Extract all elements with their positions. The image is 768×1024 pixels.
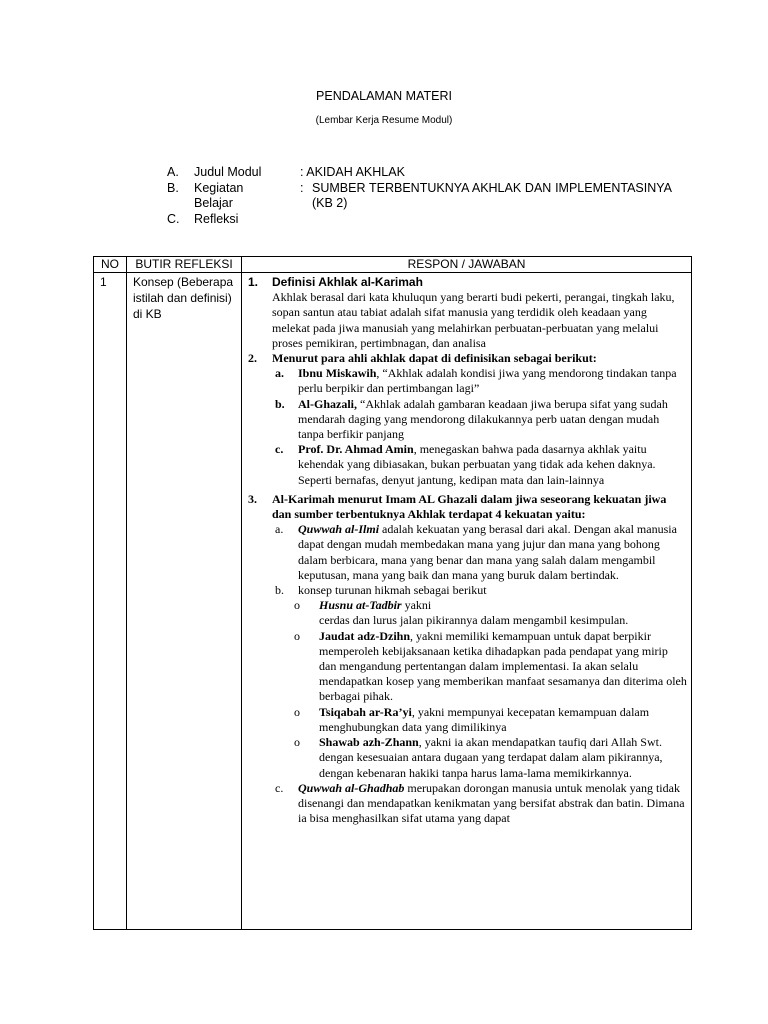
strength-text: merupakan dorongan manusia untuk menolak yang tidak disenangi dan mendapatkan kenikmatan yang bersifat abstrak dan batin. Dimana ia bisa menghasilkan sifat utama yang dapat	[298, 780, 685, 826]
wisdom-item	[294, 705, 687, 735]
wisdom-text: , yakni memiliki kemampuan untuk dapat berpikir memperoleh kebijaksanaan ketika dihadapkan pada pendapat yang mirip dan mengandung pertentangan dalam implementasi. Ia akan selalu mendapatkan kosep yang memberikan manfaat sesamanya dan diterima oleh berbagai pihak.	[319, 628, 687, 704]
expert-text-continued: kehendak yang dibiasakan, bukan perbuatan yang tidak ada kehen daknya. Seperti bernafas, denyut jantung, kedipan mata dan lain-lainnya	[298, 457, 656, 487]
item-body	[298, 397, 687, 443]
wisdom-name: Husnu at-Tadbir	[319, 598, 402, 613]
bullet: o	[294, 735, 300, 750]
expert-item	[275, 397, 687, 443]
item-body	[298, 522, 687, 583]
strength-text: adalah kekuatan yang berasal dari akal. Dengan akal manusia dapat dengan mudah membedakan mana yang jujur dan mana yang bohong dalam berbicara, mana yang benar dan mana yang salah dalam mengambil keputusan, mana yang baik dan mana yang buruk dalam bertindak.	[298, 522, 677, 582]
item-label-line: Kegiatan	[194, 180, 244, 195]
table-row	[94, 273, 692, 930]
item-letter: C.	[167, 211, 180, 226]
wisdom-name: Tsiqabah ar-Ra’yi	[319, 704, 412, 719]
module-title-row	[167, 165, 672, 181]
strength-item	[275, 781, 687, 827]
item-label: Judul Modul	[194, 165, 262, 179]
strength-item	[275, 583, 687, 598]
section-body	[272, 275, 687, 351]
item-letter: b.	[275, 396, 285, 411]
page-title: PENDALAMAN MATERI	[316, 89, 452, 103]
item-body	[298, 366, 687, 396]
item-body	[319, 705, 687, 735]
expert-text: , “Akhlak adalah kondisi jiwa yang mendorong tindakan tanpa perlu berpikir dan pertimbangan lagi”	[298, 366, 677, 396]
item-value-line: (KB 2)	[312, 196, 348, 210]
wisdom-item	[294, 735, 687, 781]
wisdom-text: , yakni ia akan mendapatkan taufiq dari Allah Swt. dengan kesesuaian antara dugaan yang terdapat dalam alam pikirannya, dengan kebenaran hakiki tanpa harus lama-lama memikirkannya.	[319, 735, 663, 780]
header-respon: RESPON / JAWABAN	[242, 257, 692, 273]
header-butir: BUTIR REFLEKSI	[127, 257, 242, 273]
item-value-line: SUMBER TERBENTUKNYA AKHLAK DAN IMPLEMENTASINYA	[312, 180, 672, 195]
item-label	[194, 181, 300, 212]
item-body	[298, 442, 687, 488]
reflection-table	[93, 256, 692, 930]
wisdom-name: Jaudat adz-Dzihn	[319, 628, 411, 643]
page-subtitle: (Lembar Kerja Resume Modul)	[315, 115, 453, 126]
wisdom-item	[294, 598, 687, 628]
header-no: NO	[94, 257, 127, 273]
section-number: 3.	[248, 491, 257, 506]
item-body	[319, 598, 687, 628]
expert-item	[275, 366, 687, 396]
item-letter: c.	[275, 780, 284, 795]
strength-item	[275, 522, 687, 583]
bullet: o	[294, 704, 300, 719]
item-body	[298, 781, 687, 827]
expert-name: Ibnu Miskawih	[298, 366, 377, 381]
expert-name: Prof. Dr. Ahmad Amin	[298, 442, 414, 457]
section-definition	[248, 275, 687, 351]
item-body	[319, 735, 687, 781]
item-value	[312, 181, 672, 212]
table-header-row	[94, 257, 692, 273]
wisdom-text-continued: cerdas dan lurus jalan pikirannya dalam mengambil kesimpulan.	[319, 613, 629, 628]
wisdom-item	[294, 629, 687, 705]
section-title: Al-Karimah menurut Imam AL Ghazali dalam jiwa seseorang kekuatan jiwa dan sumber terbentuknya Akhlak terdapat 4 kekuatan yaitu:	[272, 491, 667, 522]
item-label: Refleksi	[194, 211, 239, 226]
bullet: o	[294, 598, 300, 613]
item-body	[319, 629, 687, 705]
item-letter: b.	[275, 583, 284, 598]
wisdom-name: Shawab azh-Zhann	[319, 735, 419, 750]
section-number: 1.	[248, 275, 259, 289]
expert-item	[275, 442, 687, 488]
item-colon: :	[300, 180, 304, 195]
item-letter: c.	[275, 442, 284, 457]
section-title: Definisi Akhlak al-Karimah	[272, 275, 423, 289]
strength-name: Quwwah al-Ghadhab	[298, 780, 405, 795]
wisdom-text: , yakni mempunyai kecepatan kemampuan dalam menghubungkan data yang dimilikinya	[319, 704, 650, 734]
item-body: konsep turunan hikmah sebagai berikut	[298, 583, 487, 598]
section-expert-definitions	[248, 351, 687, 366]
section-title: Menurut para ahli akhlak dapat di definisikan sebagai berikut:	[272, 351, 597, 366]
item-letter: a.	[275, 366, 284, 381]
expert-name: Al-Ghazali,	[298, 396, 357, 411]
item-value: : AKIDAH AKHLAK	[300, 165, 405, 179]
cell-no: 1	[94, 273, 127, 930]
expert-text: “Akhlak adalah gambaran keadaan jiwa berupa sifat yang sudah mendarah daging yang mendorong dilakukannya perb uatan dengan mudah tanpa berfikir panjang	[298, 396, 668, 442]
item-letter: B.	[167, 180, 179, 195]
section-number: 2.	[248, 351, 257, 366]
strength-name: Quwwah al-Ilmi	[298, 522, 380, 537]
cell-butir: Konsep (Beberapa istilah dan definisi) di KB	[127, 273, 242, 930]
expert-text: , menegaskan bahwa pada dasarnya akhlak yaitu	[413, 442, 647, 457]
item-letter: A.	[167, 165, 179, 179]
section-text: Akhlak berasal dari kata khuluqun yang berarti budi pekerti, perangai, tingkah laku, sopan santun atau tabiat adalah sifat manusia yang terdidik oleh keadaan yang melekat pada jiwa manusiah yang melahirkan perbuatan-perbuatan yang melalui proses pemikiran, pertimbnagan, dan analisa	[272, 290, 675, 350]
module-info	[167, 165, 672, 227]
section-ghazali-strengths	[248, 492, 687, 522]
wisdom-text: yakni	[401, 598, 432, 613]
reflection-row	[167, 212, 672, 228]
cell-respon	[242, 273, 692, 930]
bullet: o	[294, 628, 300, 643]
item-letter: a.	[275, 522, 284, 537]
learning-activity-row	[167, 181, 672, 212]
item-label-line: Belajar	[194, 196, 233, 210]
